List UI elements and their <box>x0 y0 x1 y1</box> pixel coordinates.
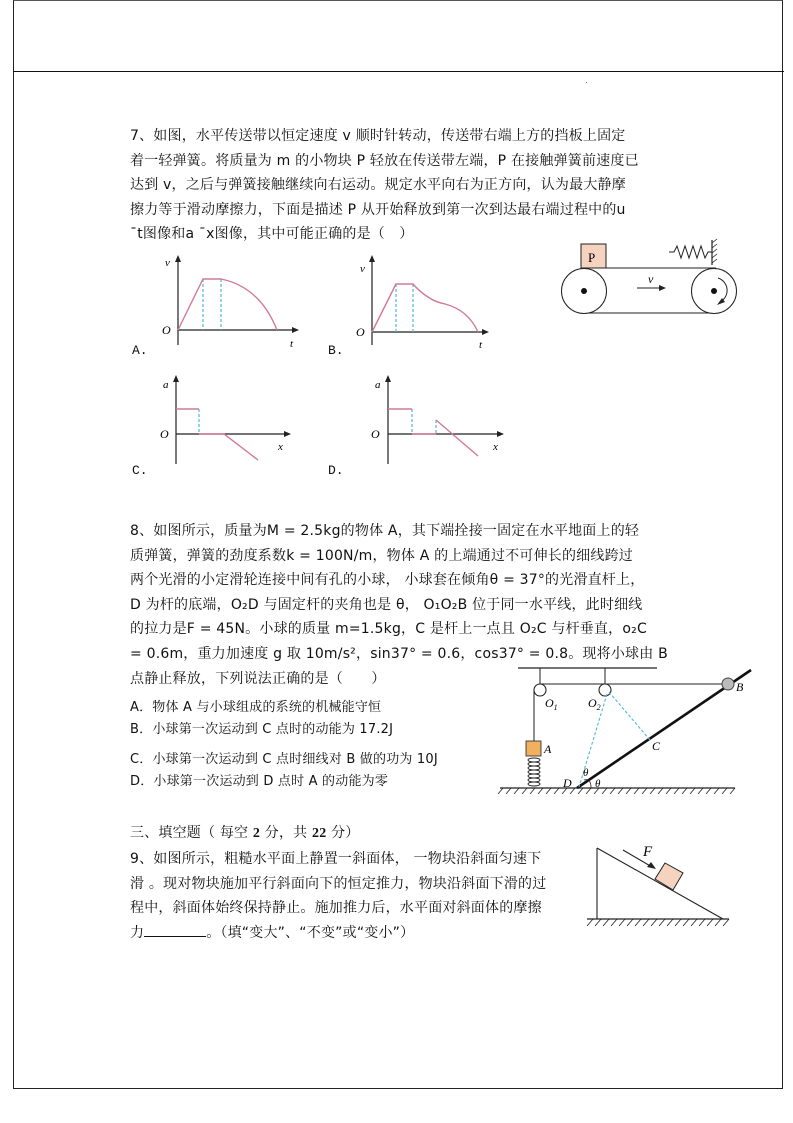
force-label: F <box>643 844 653 860</box>
block-a-icon <box>526 741 541 756</box>
header-divider <box>13 71 784 72</box>
axis-t-label: t <box>479 339 483 351</box>
q7-line: ¯t图像和a ¯x图像，其中可能正确的是（ ） <box>130 226 414 243</box>
spring-icon <box>669 246 712 258</box>
option-b-label: B. <box>328 343 344 358</box>
q8-line: 的拉力是F = 45N。小球的质量 m=1.5kg，C 是杆上一点且 O₂C 与杆垂直，o₂C <box>130 621 647 638</box>
q8-line: 点静止释放，下列说法正确的是（ ） <box>130 670 386 687</box>
q7-line: 7、如图，水平传送带以恒定速度 v 顺时针转动，传送带右端上方的挡板上固定 <box>130 128 626 144</box>
scan-dot <box>586 82 587 83</box>
q8-option-a[interactable]: A．物体 A 与小球组成的系统的机械能守恒 <box>130 700 382 715</box>
axis-v-label: v <box>165 257 170 269</box>
origin-label: O <box>371 427 380 441</box>
q8-line: D 为杆的底端，O₂D 与固定杆的夹角也是 θ， O₁O₂B 位于同一水平线，此时细线 <box>130 596 643 613</box>
q9-line: 滑 。现对物块施加平行斜面向下的恒定推力，物块沿斜面下滑的过 <box>130 875 547 892</box>
axis-a-label: a <box>163 379 169 391</box>
pulley-rod-figure <box>495 662 765 802</box>
q8-option-b[interactable]: B．小球第一次运动到 C 点时的动能为 17.2J <box>130 722 394 737</box>
spring-icon <box>528 758 540 786</box>
q8-option-c[interactable]: C．小球第一次运动到 C 点时细线对 B 做的功为 10J <box>130 752 438 767</box>
q9-text <box>130 847 546 945</box>
axis-x-label: x <box>493 441 498 453</box>
label-a: A <box>544 742 552 756</box>
option-c-label: C. <box>132 463 148 478</box>
label-o1: $O_1$ <box>545 696 558 712</box>
graph-a-vt <box>155 252 305 352</box>
label-theta-1: θ <box>583 767 589 779</box>
block-icon <box>655 863 683 890</box>
q8-line: 质弹簧，弹簧的劲度系数k = 100N/m，物体 A 的上端通过不可伸长的细线跨过 <box>130 547 633 564</box>
section-title-prefix: 三、填空题（ 每空 <box>130 825 253 841</box>
velocity-label: v <box>648 272 654 286</box>
answer-blank[interactable] <box>144 922 206 937</box>
q7-line: 达到 v，之后与弹簧接触继续向右运动。规定水平向右为正方向，认为最大静摩 <box>130 177 626 194</box>
points-per-blank: 2 <box>252 826 261 841</box>
origin-label: O <box>356 325 365 339</box>
q8-option-d[interactable]: D．小球第一次运动到 D 点时 A 的动能为零 <box>130 774 389 789</box>
section-title-mid: 分，共 <box>260 825 313 841</box>
option-d-label: D. <box>328 463 344 478</box>
incline-figure <box>585 835 735 935</box>
pulley-o2-icon <box>599 684 611 696</box>
label-b: B <box>736 680 744 694</box>
ball-b-icon <box>722 678 734 690</box>
q8-line: = 0.6m，重力加速度 g 取 10m/s²，sin37° = 0.6，cos37° = 0.8。现将小球由 B <box>130 645 668 662</box>
label-c: C <box>652 739 661 753</box>
q7-line: 擦力等于滑动摩擦力，下面是描述 P 从开始释放到第一次到达最右端过程中的u <box>130 201 626 218</box>
origin-label: O <box>162 323 171 337</box>
q9-last-suffix: 。（填“变大”、“不变”或“变小”） <box>206 924 415 941</box>
label-o2: $O_2$ <box>588 696 601 712</box>
axis-x-label: x <box>278 441 283 453</box>
graph-d-ax <box>350 372 520 472</box>
option-a-label: A. <box>132 343 148 358</box>
q8-options <box>130 697 438 793</box>
q9-line: 9、如图所示，粗糙水平面上静置一斜面体， 一物块沿斜面匀速下 <box>130 851 542 867</box>
q8-line: 8、如图所示，质量为M = 2.5kg的物体 A，其下端拴接一固定在水平地面上的轻 <box>130 523 640 539</box>
graph-c-ax <box>155 372 305 472</box>
conveyor-belt-figure <box>555 235 755 325</box>
q7-text <box>130 124 639 247</box>
q9-line: 程中，斜面体始终保持静止。施加推力后，水平面对斜面体的摩擦 <box>130 900 542 917</box>
origin-label: O <box>160 427 169 441</box>
pulley-o1-icon <box>534 684 546 696</box>
label-theta-2: θ <box>595 778 601 790</box>
section-title-suffix: 分） <box>326 825 360 841</box>
axis-v-label: v <box>360 263 365 275</box>
axis-t-label: t <box>290 338 294 350</box>
q8-line: 两个光滑的小定滑轮连接中间有孔的小球， 小球套在倾角θ = 37°的光滑直杆上， <box>130 572 645 589</box>
block-p-label: P <box>588 250 596 265</box>
points-total: 22 <box>312 826 327 841</box>
label-d: D <box>563 776 572 790</box>
q7-line: 着一轻弹簧。将质量为 m 的小物块 P 轻放在传送带左端，P 在接触弹簧前速度已 <box>130 152 639 169</box>
section-3-title <box>130 821 359 847</box>
q9-last-prefix: 力 <box>130 924 145 941</box>
axis-a-label: a <box>375 379 381 391</box>
graph-b-vt <box>350 252 500 352</box>
